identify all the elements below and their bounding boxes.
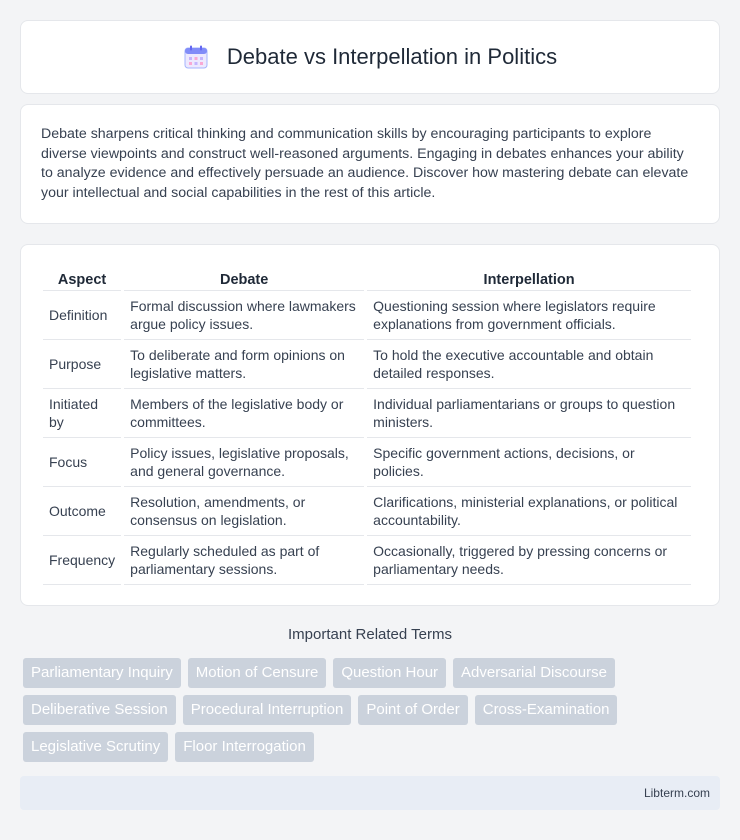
related-terms-list [23, 658, 723, 762]
table-row [43, 340, 691, 389]
term-tag[interactable]: Procedural Interruption [183, 695, 352, 725]
aspect-cell: Definition [43, 291, 121, 340]
table-row [43, 291, 691, 340]
comparison-table-card [20, 244, 720, 606]
interpellation-cell: Clarifications, ministerial explanations, or political accountability. [367, 487, 691, 536]
term-tag[interactable]: Floor Interrogation [175, 732, 314, 762]
term-tag[interactable]: Deliberative Session [23, 695, 176, 725]
aspect-cell: Outcome [43, 487, 121, 536]
page-title: Debate vs Interpellation in Politics [226, 44, 558, 69]
term-tag[interactable]: Cross-Examination [475, 695, 618, 725]
term-tag[interactable]: Point of Order [358, 695, 467, 725]
term-tag[interactable]: Motion of Censure [188, 658, 327, 688]
intro-card [20, 104, 720, 224]
header-card [20, 20, 720, 94]
aspect-cell: Frequency [43, 536, 121, 585]
interpellation-cell: Questioning session where legislators require explanations from government officials. [367, 291, 691, 340]
aspect-cell: Focus [43, 438, 121, 487]
table-row [43, 389, 691, 438]
calendar-icon [183, 44, 209, 70]
table-row [43, 536, 691, 585]
column-header-debate: Debate [124, 265, 364, 291]
footer [20, 776, 720, 810]
column-header-aspect: Aspect [43, 265, 121, 291]
interpellation-cell: Specific government actions, decisions, or policies. [367, 438, 691, 487]
interpellation-cell: Occasionally, triggered by pressing concerns or parliamentary needs. [367, 536, 691, 585]
term-tag[interactable]: Parliamentary Inquiry [23, 658, 181, 688]
column-header-interpellation: Interpellation [367, 265, 691, 291]
comparison-table [40, 265, 694, 585]
table-header-row [43, 265, 691, 291]
debate-cell: To deliberate and form opinions on legislative matters. [124, 340, 364, 389]
aspect-cell: Purpose [43, 340, 121, 389]
aspect-cell: Initiated by [43, 389, 121, 438]
debate-cell: Formal discussion where lawmakers argue policy issues. [124, 291, 364, 340]
intro-text: Debate sharpens critical thinking and communication skills by encouraging participants to explore diverse viewpoints and construct well-reasoned arguments. Engaging in debates enhances your ability to analyze evidence and effectively persuade an audience. Discover how mastering debate can elevate your intellectual and social capabilities in the rest of this article. [41, 126, 689, 201]
debate-cell: Policy issues, legislative proposals, and general governance. [124, 438, 364, 487]
interpellation-cell: To hold the executive accountable and obtain detailed responses. [367, 340, 691, 389]
interpellation-cell: Individual parliamentarians or groups to question ministers. [367, 389, 691, 438]
term-tag[interactable]: Legislative Scrutiny [23, 732, 168, 762]
table-row [43, 438, 691, 487]
term-tag[interactable]: Adversarial Discourse [453, 658, 615, 688]
debate-cell: Regularly scheduled as part of parliamentary sessions. [124, 536, 364, 585]
footer-brand-link[interactable]: Libterm.com [643, 786, 710, 800]
table-row [43, 487, 691, 536]
related-terms-title: Important Related Terms [288, 626, 452, 643]
debate-cell: Resolution, amendments, or consensus on legislation. [124, 487, 364, 536]
term-tag[interactable]: Question Hour [333, 658, 446, 688]
debate-cell: Members of the legislative body or committees. [124, 389, 364, 438]
